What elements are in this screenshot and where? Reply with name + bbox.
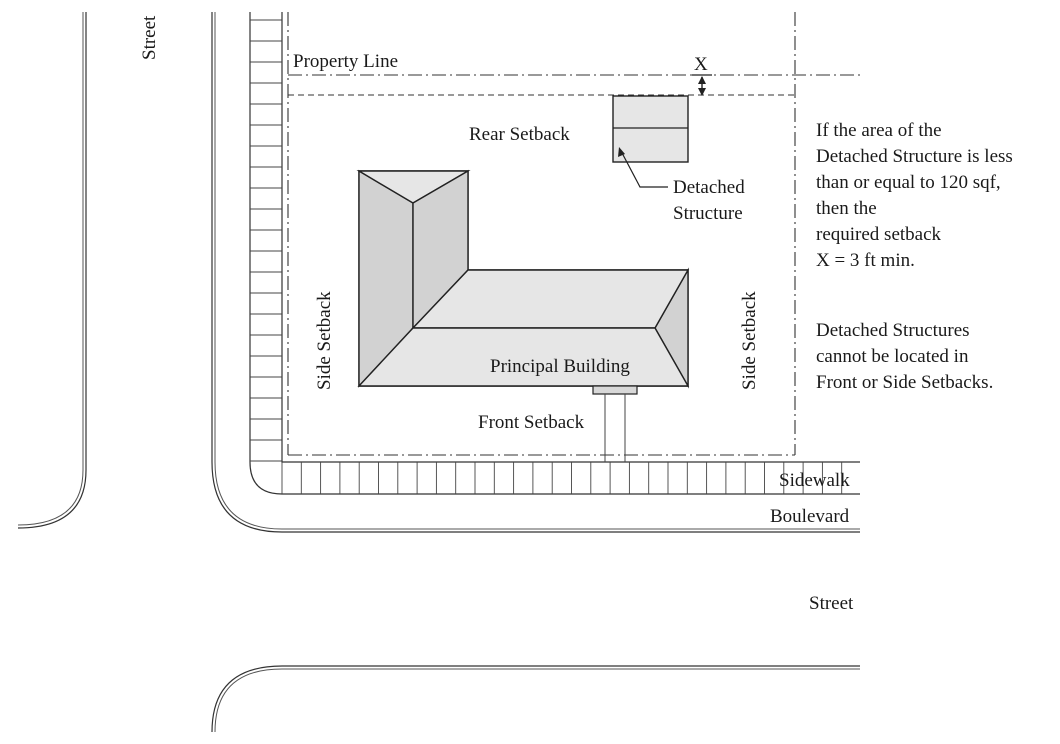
x-dimension-arrow-up <box>698 76 706 84</box>
rear-setback-label: Rear Setback <box>469 124 570 145</box>
sidewalk-hatching-side <box>250 20 282 461</box>
sidewalk-label: Sidewalk <box>779 470 850 491</box>
side-setback-right-label: Side Setback <box>739 291 760 390</box>
x-marker-label: X <box>694 54 708 75</box>
left-street-curb <box>18 12 86 528</box>
sidewalk-hatching-front <box>282 462 842 494</box>
street-label-bottom: Street <box>809 593 854 614</box>
principal-building-label: Principal Building <box>490 356 630 377</box>
detached-structure-label-2: Structure <box>673 203 743 224</box>
bottom-street-curb <box>212 666 860 732</box>
front-stoop <box>593 386 637 394</box>
area-rule-note: If the area of the Detached Structure is less than or equal to 120 sqf, then the required setback X = 3 ft min. <box>816 120 1013 271</box>
detached-structure-label-1: Detached <box>673 177 745 198</box>
bottom-street-curb-inner <box>215 669 860 732</box>
street-label-top: Street <box>139 15 160 60</box>
front-setback-label: Front Setback <box>478 412 585 433</box>
side-setback-left-label: Side Setback <box>314 291 335 390</box>
left-street-curb-inner <box>18 12 83 525</box>
location-rule-note: Detached Structures cannot be located in Front or Side Setbacks. <box>816 320 994 393</box>
detached-structure <box>613 96 688 162</box>
boulevard-label: Boulevard <box>770 506 850 527</box>
principal-building <box>359 171 688 386</box>
property-line-label: Property Line <box>293 51 399 72</box>
setback-notes <box>816 118 1056 396</box>
